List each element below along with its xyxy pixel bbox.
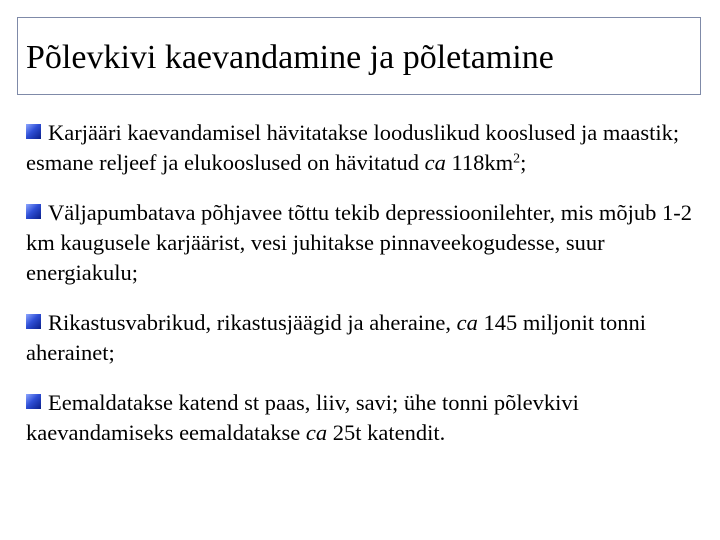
bullet-3-text: Rikastusvabrikud, rikastusjäägid ja aheraine, — [48, 310, 457, 335]
bullet-3-ca: ca — [456, 310, 478, 335]
bullet-4-amount: 25t katendit. — [327, 420, 446, 445]
bullet-1-text: Karjääri kaevandamisel hävitatakse looduslikud kooslused ja maastik; esmane reljeef ja elukooslused on hävitatud — [26, 120, 680, 175]
square-bullet-icon — [26, 314, 41, 329]
bullet-1-area: 118km — [445, 150, 514, 175]
bullet-4-text: Eemaldatakse katend st paas, liiv, savi; ühe tonni põlevkivi kaevandamiseks eemaldatakse — [26, 390, 579, 445]
bullet-2-text: Väljapumbatava põhjavee tõttu tekib depressioonilehter, mis mõjub 1-2 km kaugusele karjäärist, vesi juhitakse pinnaveekogudesse, suur energiakulu; — [26, 200, 692, 285]
bullet-list — [26, 118, 696, 468]
bullet-1-superscript: 2 — [513, 151, 521, 167]
bullet-item-2 — [26, 198, 696, 288]
bullet-4-ca: ca — [305, 420, 328, 445]
bullet-1-ca: ca — [424, 150, 446, 175]
square-bullet-icon — [26, 124, 41, 139]
bullet-item-3 — [26, 308, 696, 368]
square-bullet-icon — [26, 204, 41, 219]
square-bullet-icon — [26, 394, 41, 409]
title-box — [17, 17, 701, 95]
slide-title: Põlevkivi kaevandamine ja põletamine — [26, 39, 554, 76]
bullet-3-amount: 145 miljonit tonni aherainet; — [26, 310, 647, 365]
bullet-item-1 — [26, 118, 696, 178]
bullet-1-end: ; — [520, 150, 527, 175]
bullet-item-4 — [26, 388, 696, 448]
